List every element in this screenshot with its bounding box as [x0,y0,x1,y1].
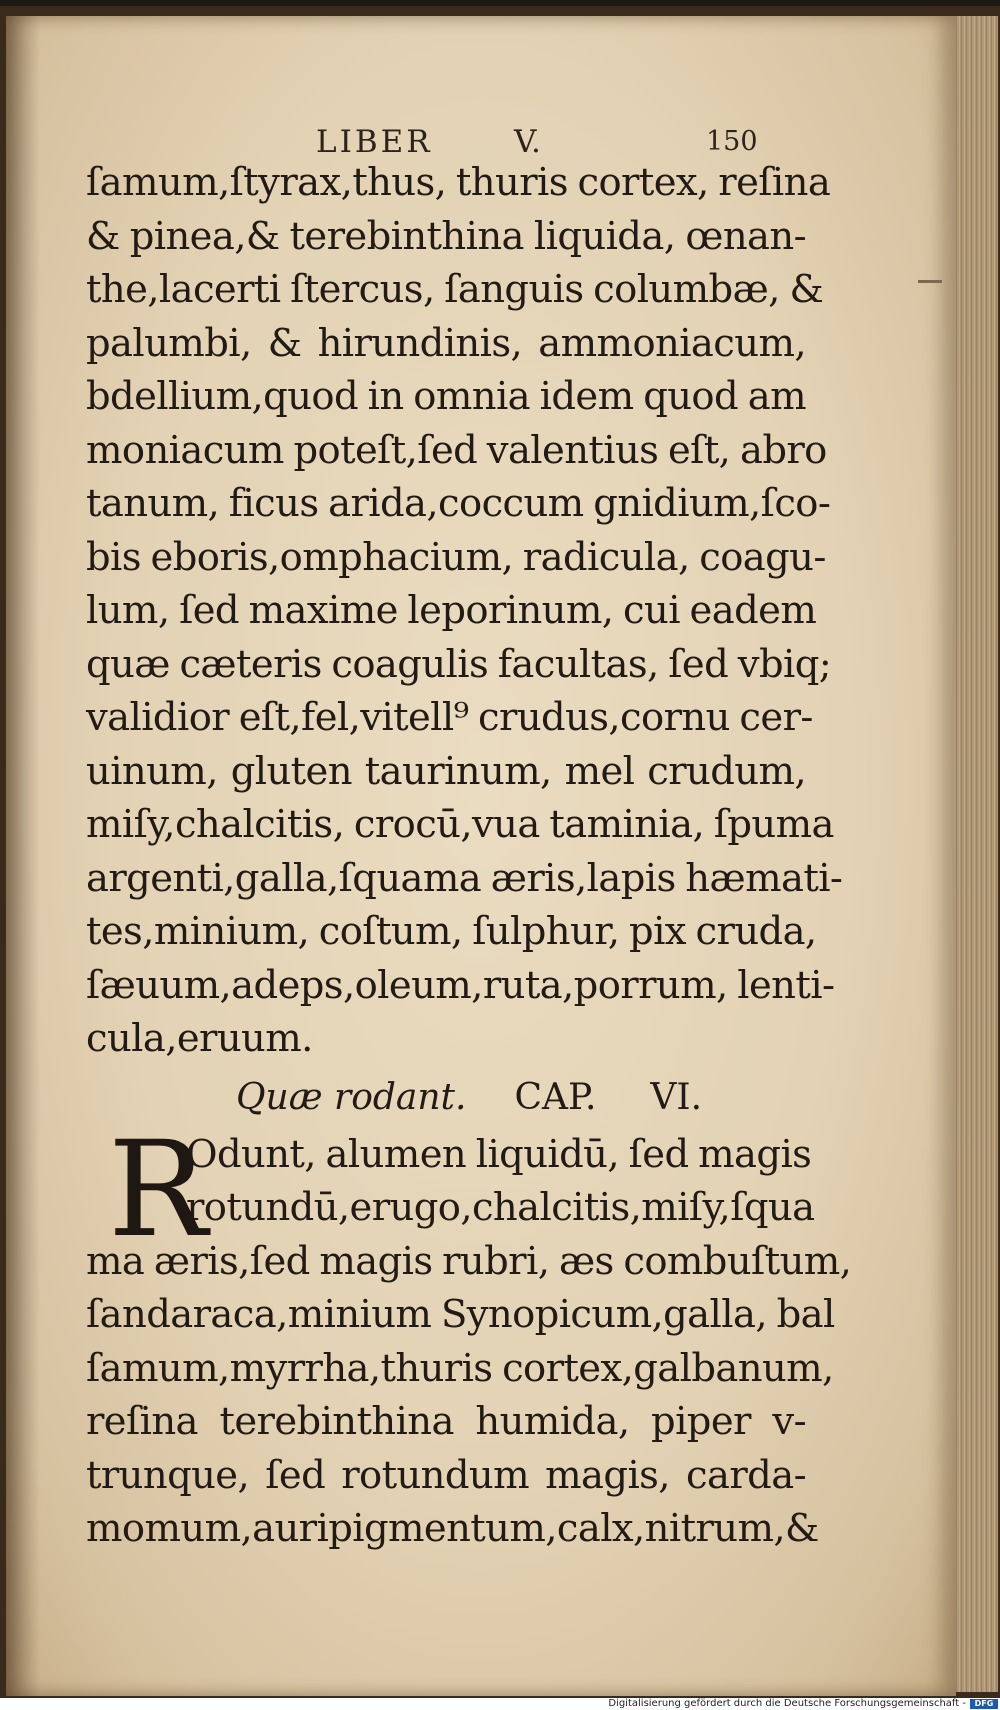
text-line: validior eſt,fel,vitell⁹ crudus,cornu cer- [86,695,813,740]
text-line: Odunt, alumen liquidū, ſed magis [186,1131,812,1177]
text-line: rotundū,erugo,chalcitis,miſy,ſqua [186,1185,815,1230]
digitization-footer [0,1698,1000,1710]
text-line: & pinea,& terebinthina liquida, œnan- [86,213,806,259]
margin-mark [918,280,942,283]
running-head-book-number: V. [514,124,541,160]
text-line: tes,minium, coſtum, ſulphur, pix cruda, [86,909,817,954]
running-head-liber: LIBER [316,124,433,160]
text-line: quæ cæteris coagulis facultas, ſed vbiq; [86,641,832,687]
folio-number: 150 [706,126,758,157]
text-line: trunque, ſed rotundum magis, carda- [86,1452,806,1498]
text-line: ſamum,myrrha,thuris cortex,galbanum, [86,1345,834,1391]
text-line: bdellium,quod in omnia idem quod am [86,374,806,419]
text-line: uinum, gluten taurinum, mel crudum, [86,748,806,794]
text-line: lum, ſed maxime leporinum, cui eadem [86,588,817,633]
chapter-title: Quæ rodant. [236,1076,467,1118]
gutter-shadow [6,16,40,1696]
text-line: ſandaraca,minium Synopicum,galla, bal [86,1292,835,1337]
text-line: ſamum,ſtyrax,thus, thuris cortex, reſina [86,160,831,205]
paragraph-1 [86,156,843,1066]
chapter-number: VI. [650,1076,703,1118]
text-line: palumbi, & hirundinis, ammoniacum, [86,320,806,366]
book-page [6,16,956,1696]
paragraph-2 [86,1112,852,1556]
text-line: argenti,galla,ſquama æris,lapis hæmati- [86,855,843,901]
text-line: momum,auripigmentum,calx,nitrum,& [86,1506,819,1551]
text-line: cula,eruum. [86,1016,313,1061]
footer-credit: Digitalisierung gefördert durch die Deutsche Forschungsgemeinschaft - [608,1698,966,1709]
text-line: ſæuum,adeps,oleum,ruta,porrum, lenti- [86,962,835,1008]
text-line: the,lacerti ſtercus, ſanguis columbæ, & [86,267,824,312]
text-line: moniacum poteſt,ſed valentius eſt, abro [86,427,827,473]
dfg-logo: DFG [970,1699,998,1709]
text-line: tanum, ficus arida,coccum gnidium,ſco- [86,481,831,526]
text-line: ma æris,ſed magis rubri, æs combuſtum, [86,1238,852,1284]
text-line: reſina terebinthina humida, piper v- [86,1399,806,1444]
text-line: bis eboris,omphacium, radicula, coagu- [86,534,826,580]
chapter-label: CAP. [514,1076,597,1118]
drop-cap: R [108,1112,208,1267]
text-line: miſy,chalcitis, crocū,vua taminia, ſpuma [86,802,834,847]
main-text [86,156,852,1556]
